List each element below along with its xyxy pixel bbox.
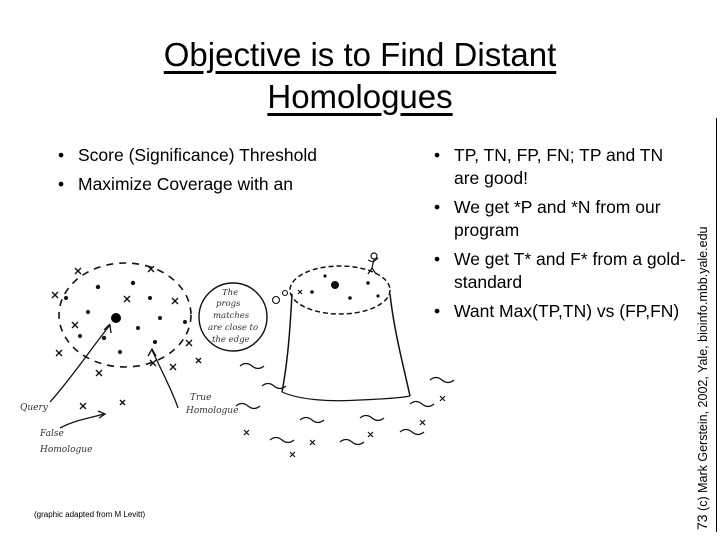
query-point [111, 313, 121, 323]
graphic-credit: (graphic adapted from M Levitt) [34, 510, 146, 519]
bullet-item: • TP, TN, FP, FN; TP and TN are good! [434, 144, 686, 190]
copyright-note: (c) Mark Gerstein, 2002, Yale, bioinfo.mbb.yale.edu [696, 226, 710, 511]
stick-figure [368, 253, 378, 274]
bullet-item: • Score (Significance) Threshold [58, 144, 388, 167]
page-number: 73 [694, 514, 710, 530]
bubble-line: the edge [212, 335, 250, 345]
slide-title-line-1: Objective is to Find Distant [163, 36, 557, 73]
bubble-line: progs [216, 299, 241, 309]
false-label-1: False [40, 429, 64, 439]
vertical-rule [716, 118, 717, 532]
bullet-item: • Maximize Coverage with an [58, 173, 388, 196]
true-label-1: True [190, 393, 212, 403]
sketch-arrows [50, 324, 178, 428]
true-homologue-points [64, 281, 187, 354]
water-crosses [244, 396, 445, 457]
bubble-line: are close to [208, 323, 259, 333]
false-points [52, 266, 201, 409]
side-note [694, 140, 710, 530]
bubble-line: matches [213, 311, 250, 321]
bubble-line: The [222, 288, 239, 298]
bullet-item: • Want Max(TP,TN) vs (FP,FN) [434, 300, 686, 323]
false-label-2: Homologue [40, 445, 93, 455]
bullet-item: • We get *P and *N from our program [434, 196, 686, 242]
slide-title-line-2: Homologues [267, 78, 453, 115]
true-label-2: Homologue [186, 406, 239, 416]
water-waves [236, 364, 454, 445]
query-label: Query [20, 403, 48, 413]
bullet-item: • We get T* and F* from a gold-standard [434, 248, 686, 294]
threshold-circle [59, 263, 191, 367]
